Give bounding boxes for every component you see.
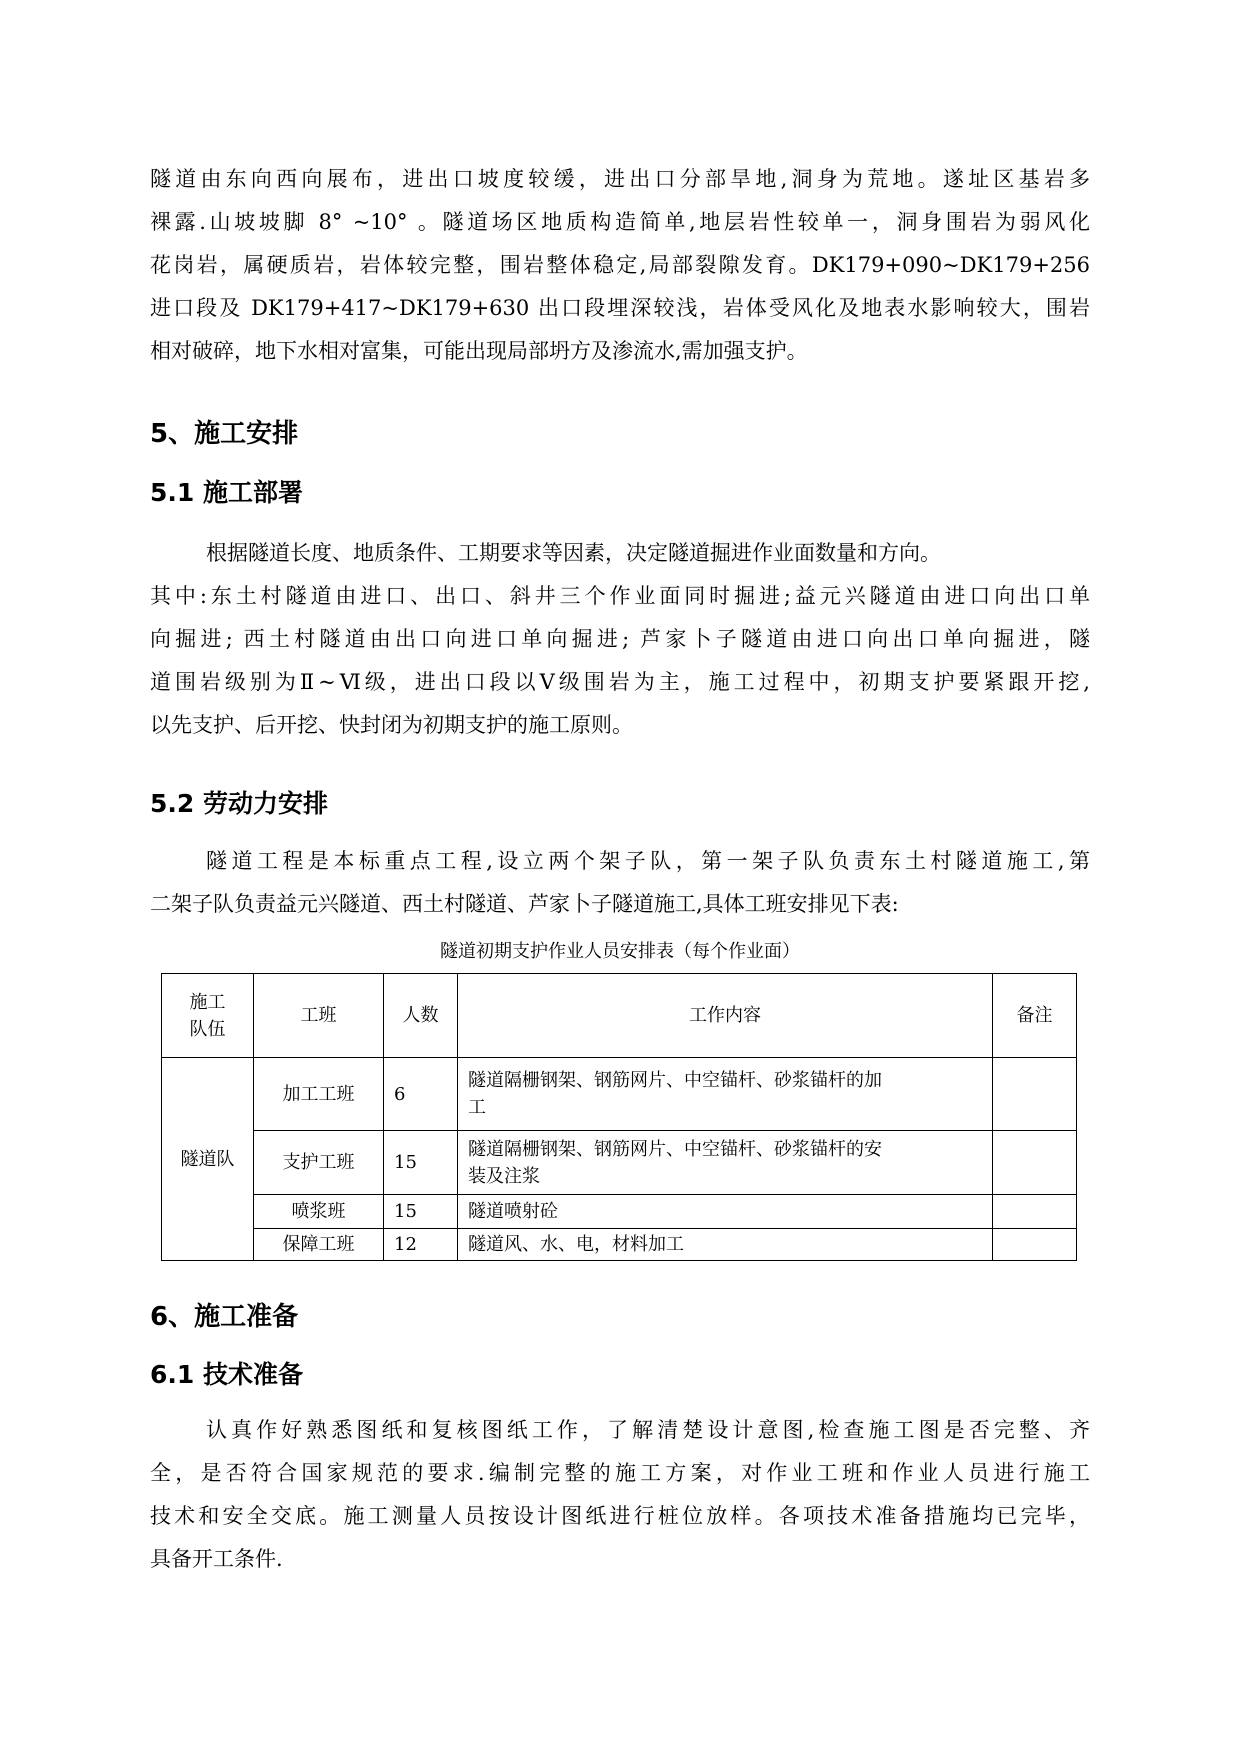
content-line: 工 [468, 1097, 486, 1118]
content-line: 隧道隔栅钢架、钢筋网片、中空锚杆、砂浆锚杆的安 [468, 1138, 882, 1160]
paragraph-line: 二架子队负责益元兴隧道、西土村隧道、芦家卜子隧道施工,具体工班安排见下表: [150, 892, 899, 916]
count-cell: 15 [384, 1131, 458, 1195]
count-cell: 12 [384, 1229, 458, 1261]
header-note: 备注 [993, 974, 1077, 1058]
content-cell [458, 1131, 993, 1195]
note-cell [993, 1058, 1077, 1131]
content-line: 隧道隔栅钢架、钢筋网片、中空锚杆、砂浆锚杆的加 [468, 1070, 882, 1091]
content-cell: 隧道风、水、电，材料加工 [458, 1229, 993, 1261]
note-cell [993, 1229, 1077, 1261]
intro-line: 裸露.山坡坡脚 8° ~10° 。隧道场区地质构造简单,地层岩性较单一，洞身围岩为弱风化 [150, 210, 1090, 234]
content-cell: 隧道喷射砼 [458, 1195, 993, 1229]
section-5-heading: 5、施工安排 [150, 419, 299, 449]
class-cell: 保障工班 [254, 1229, 384, 1261]
paragraph-line: 道围岩级别为Ⅱ~Ⅵ级，进出口段以Ⅴ级围岩为主，施工过程中，初期支护要紧跟开挖, [150, 670, 1090, 694]
header-content: 工作内容 [458, 974, 993, 1058]
note-cell [993, 1131, 1077, 1195]
header-class: 工班 [254, 974, 384, 1058]
class-cell: 加工工班 [254, 1058, 384, 1131]
paragraph-line: 其中:东土村隧道由进口、出口、斜井三个作业面同时掘进;益元兴隧道由进口向出口单 [150, 584, 1090, 608]
paragraph-line: 向掘进; 西土村隧道由出口向进口单向掘进; 芦家卜子隧道由进口向出口单向掘进，隧 [150, 627, 1090, 651]
table-row [162, 1131, 1077, 1195]
intro-line: 花岗岩，属硬质岩，岩体较完整，围岩整体稳定,局部裂隙发育。DK179+090~DK179+256 [150, 253, 1090, 277]
paragraph-line: 全，是否符合国家规范的要求.编制完整的施工方案，对作业工班和作业人员进行施工 [150, 1461, 1090, 1485]
note-cell [993, 1195, 1077, 1229]
content-cell [458, 1058, 993, 1131]
section-6-1-heading: 6.1 技术准备 [150, 1360, 303, 1389]
table-caption: 隧道初期支护作业人员安排表（每个作业面） [440, 941, 800, 962]
intro-line: 相对破碎，地下水相对富集，可能出现局部坍方及渗流水,需加强支护。 [150, 339, 808, 363]
content-line: 装及注浆 [468, 1165, 540, 1187]
header-team-line: 施工 [189, 991, 226, 1013]
table-row [162, 1195, 1077, 1229]
intro-paragraph [150, 158, 1090, 373]
section-5-1-heading: 5.1 施工部署 [150, 478, 303, 507]
staffing-table [161, 973, 1077, 1261]
intro-line: 隧道由东向西向展布，进出口坡度较缓，进出口分部旱地,洞身为荒地。遂址区基岩多 [150, 167, 1090, 191]
paragraph-line: 以先支护、后开挖、快封闭为初期支护的施工原则。 [150, 713, 633, 737]
paragraph-line: 隧道工程是本标重点工程,设立两个架子队，第一架子队负责东土村隧道施工,第 [206, 849, 1090, 873]
class-cell: 支护工班 [254, 1131, 384, 1195]
section-5-2-paragraph [150, 840, 1090, 926]
intro-line: 进口段及 DK179+417~DK179+630 出口段埋深较浅，岩体受风化及地表水影响较大，围岩 [150, 296, 1090, 320]
header-team-line: 队伍 [189, 1018, 226, 1040]
section-6-heading: 6、施工准备 [150, 1302, 299, 1332]
section-6-1-paragraph [150, 1409, 1090, 1581]
class-cell: 喷浆班 [254, 1195, 384, 1229]
header-team [162, 974, 254, 1058]
section-5-1-paragraph [150, 532, 1090, 747]
paragraph-line: 根据隧道长度、地质条件、工期要求等因素，决定隧道掘进作业面数量和方向。 [206, 541, 941, 565]
count-cell: 15 [384, 1195, 458, 1229]
table-header-row [162, 974, 1077, 1058]
table-row [162, 1229, 1077, 1261]
paragraph-line: 具备开工条件. [150, 1547, 283, 1571]
team-name-cell: 隧道队 [162, 1058, 254, 1261]
header-count: 人数 [384, 974, 458, 1058]
count-cell: 6 [384, 1058, 458, 1131]
section-5-2-heading: 5.2 劳动力安排 [150, 789, 328, 818]
paragraph-line: 技术和安全交底。施工测量人员按设计图纸进行桩位放样。各项技术准备措施均已完毕， [150, 1504, 1090, 1528]
paragraph-line: 认真作好熟悉图纸和复核图纸工作，了解清楚设计意图,检查施工图是否完整、齐 [206, 1418, 1090, 1442]
table-row [162, 1058, 1077, 1131]
